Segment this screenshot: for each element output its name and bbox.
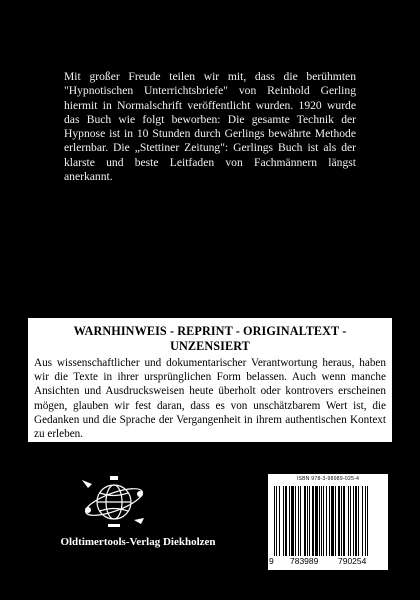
barcode-bar <box>300 486 301 556</box>
barcode-bar <box>319 486 320 556</box>
barcode-digits <box>268 556 388 568</box>
barcode-bar <box>338 486 340 556</box>
warning-text: Aus wissenschaftlicher und dokumentarischer Verantwortung heraus, haben wir die Texte in ihrer ursprünglichen Form belassen. Auch wenn manche Ansichten und Ausdrucksweisen heute überholt oder kontrovers erscheinen mögen, glauben wir fest daran, dass es von unschätzbarem Wert ist, die Gedanken und die Sprache der Vergangenheit in ihrem authentischen Kontext zu erleben. <box>34 357 386 441</box>
barcode-bar <box>367 486 368 556</box>
barcode-bar <box>362 486 363 556</box>
barcode-bar <box>279 486 280 556</box>
barcode-bar <box>298 486 299 556</box>
barcode-digits-right: 790254 <box>338 556 367 566</box>
barcode-bar <box>312 486 314 556</box>
barcode-bar <box>315 486 318 556</box>
barcode-bar <box>355 486 357 556</box>
barcode-bar <box>341 486 342 556</box>
barcode-bar <box>283 486 284 556</box>
reprint-warning-box <box>28 318 392 442</box>
barcode-bars <box>274 486 382 558</box>
isbn-barcode <box>268 474 388 570</box>
publisher-name: Oldtimertools-Verlag Diekholzen <box>60 536 216 548</box>
barcode-bar <box>331 486 334 556</box>
barcode-bar <box>348 486 349 556</box>
barcode-lead-digit: 9 <box>269 556 274 566</box>
barcode-bar <box>326 486 327 556</box>
barcode-bar <box>358 486 359 556</box>
barcode-bar <box>285 486 287 556</box>
barcode-bar <box>321 486 322 556</box>
barcode-bar <box>309 486 310 556</box>
barcode-bar <box>335 486 336 556</box>
barcode-bar <box>276 486 277 556</box>
barcode-bar <box>365 486 366 556</box>
warning-title: WARNHINWEIS - REPRINT - ORIGINALTEXT - UNZENSIERT <box>73 324 347 353</box>
barcode-bar <box>295 486 296 556</box>
barcode-bar <box>323 486 324 556</box>
barcode-digits-left: 783989 <box>290 556 319 566</box>
barcode-bar <box>343 486 345 556</box>
barcode-bar <box>291 486 294 556</box>
barcode-bar <box>289 486 290 556</box>
barcode-bar <box>304 486 306 556</box>
barcode-bar <box>329 486 330 556</box>
barcode-bar <box>307 486 308 556</box>
barcode-bar <box>274 486 275 556</box>
back-cover-blurb: Mit großer Freude teilen wir mit, dass die berühmten "Hypnotischen Unterrichtsbriefe" von Reinhold Gerling hiermit in Normalschrift veröffentlicht wurden. 1920 wurde das Buch wie folgt beworben: Die gesamte Technik der Hypnose ist in 10 Stunden durch Gerlings bewährte Methode erlernbar. Die „Stettiner Zeitung": Gerlings Buch ist als der klarste und beste Leitfaden von Fachmännern längst anerkannt. <box>64 70 356 184</box>
globe-emblem-icon <box>74 470 152 534</box>
barcode-bar <box>353 486 354 556</box>
isbn-label: ISBN 978-3-98989-025-4 <box>296 476 360 482</box>
barcode-bar <box>350 486 351 556</box>
